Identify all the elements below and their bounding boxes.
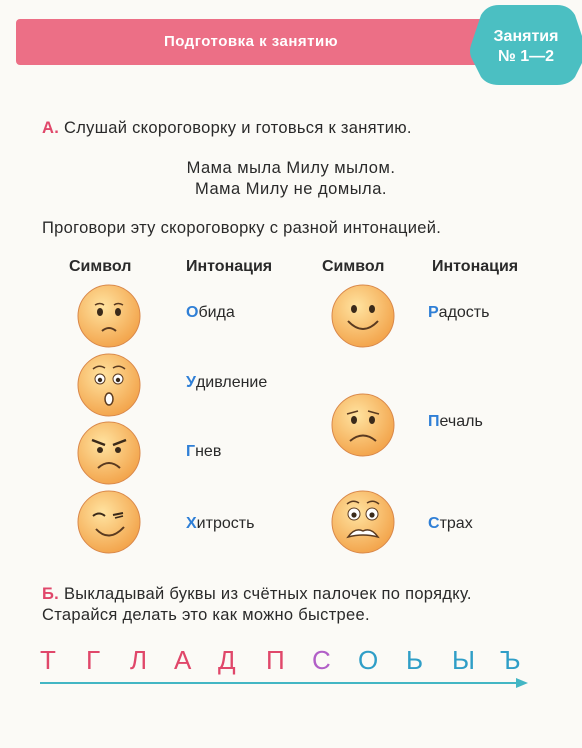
label-rest: дивление [195, 374, 268, 391]
label-rest: бида [198, 304, 235, 321]
task-a-marker: А. [42, 119, 60, 137]
tongue-twister-line1: Мама мыла Милу мылом. [186, 159, 396, 177]
sequence-letter: О [358, 645, 379, 675]
order-arrow-icon [40, 676, 530, 690]
offended-face-icon [76, 283, 142, 349]
sequence-letter: Т [40, 645, 56, 675]
sequence-letter: Л [130, 645, 148, 675]
task-b-marker: Б. [42, 585, 60, 603]
tongue-twister-line2: Мама Милу не домыла. [195, 180, 387, 198]
col-header-symbol-left: Символ [69, 258, 132, 275]
col-header-intonation-right: Интонация [432, 258, 519, 275]
label-initial: У [186, 374, 196, 391]
sequence-letter: Д [218, 645, 236, 675]
label-initial: Р [428, 304, 439, 321]
label-rest: нев [195, 443, 222, 460]
sequence-letter: Ы [452, 645, 476, 675]
sequence-letter: А [174, 645, 192, 675]
label-initial: О [186, 304, 199, 321]
intonation-label-gnev [186, 443, 221, 461]
sly-winking-face-icon [76, 489, 142, 555]
label-rest: итрость [196, 515, 255, 532]
task-b-line1 [42, 585, 472, 604]
label-rest: ечаль [439, 413, 483, 430]
badge-line1: Занятия [493, 28, 559, 45]
sequence-letter: Ъ [500, 645, 521, 675]
sequence-letter: С [312, 645, 331, 675]
letters-sequence [40, 645, 540, 675]
col-header-intonation-left: Интонация [186, 258, 273, 275]
happy-face-icon [330, 283, 396, 349]
task-a-line [42, 119, 412, 138]
sequence-letter: Г [86, 645, 101, 675]
intonation-label-udivlenie [186, 374, 267, 392]
scared-face-icon [330, 489, 396, 555]
intonation-label-khitrost [186, 515, 254, 533]
label-initial: П [428, 413, 440, 430]
task-a-text: Слушай скороговорку и готовься к занятию. [64, 119, 412, 137]
task-b-line2: Старайся делать это как можно быстрее. [42, 606, 370, 624]
task-b-text: Выкладывай буквы из счётных палочек по порядку. [63, 585, 472, 603]
label-initial: С [428, 515, 440, 532]
label-rest: адость [438, 304, 490, 321]
lesson-badge-text [474, 27, 578, 67]
sequence-letter: П [266, 645, 285, 675]
label-rest: трах [439, 515, 473, 532]
intonation-label-radost [428, 304, 489, 322]
sequence-letter: Ь [406, 645, 424, 675]
col-header-symbol-right: Символ [322, 258, 385, 275]
page-title: Подготовка к занятию [163, 33, 339, 50]
label-initial: Х [186, 515, 197, 532]
intonation-label-pechal [428, 413, 483, 431]
badge-line2: № 1—2 [497, 48, 555, 65]
angry-face-icon [76, 420, 142, 486]
surprised-face-icon [76, 352, 142, 418]
label-initial: Г [186, 443, 196, 460]
sad-face-icon [330, 392, 396, 458]
intonation-label-obida [186, 304, 235, 322]
intonation-label-strakh [428, 515, 473, 533]
intonation-instruction: Проговори эту скороговорку с разной интонацией. [42, 219, 442, 237]
